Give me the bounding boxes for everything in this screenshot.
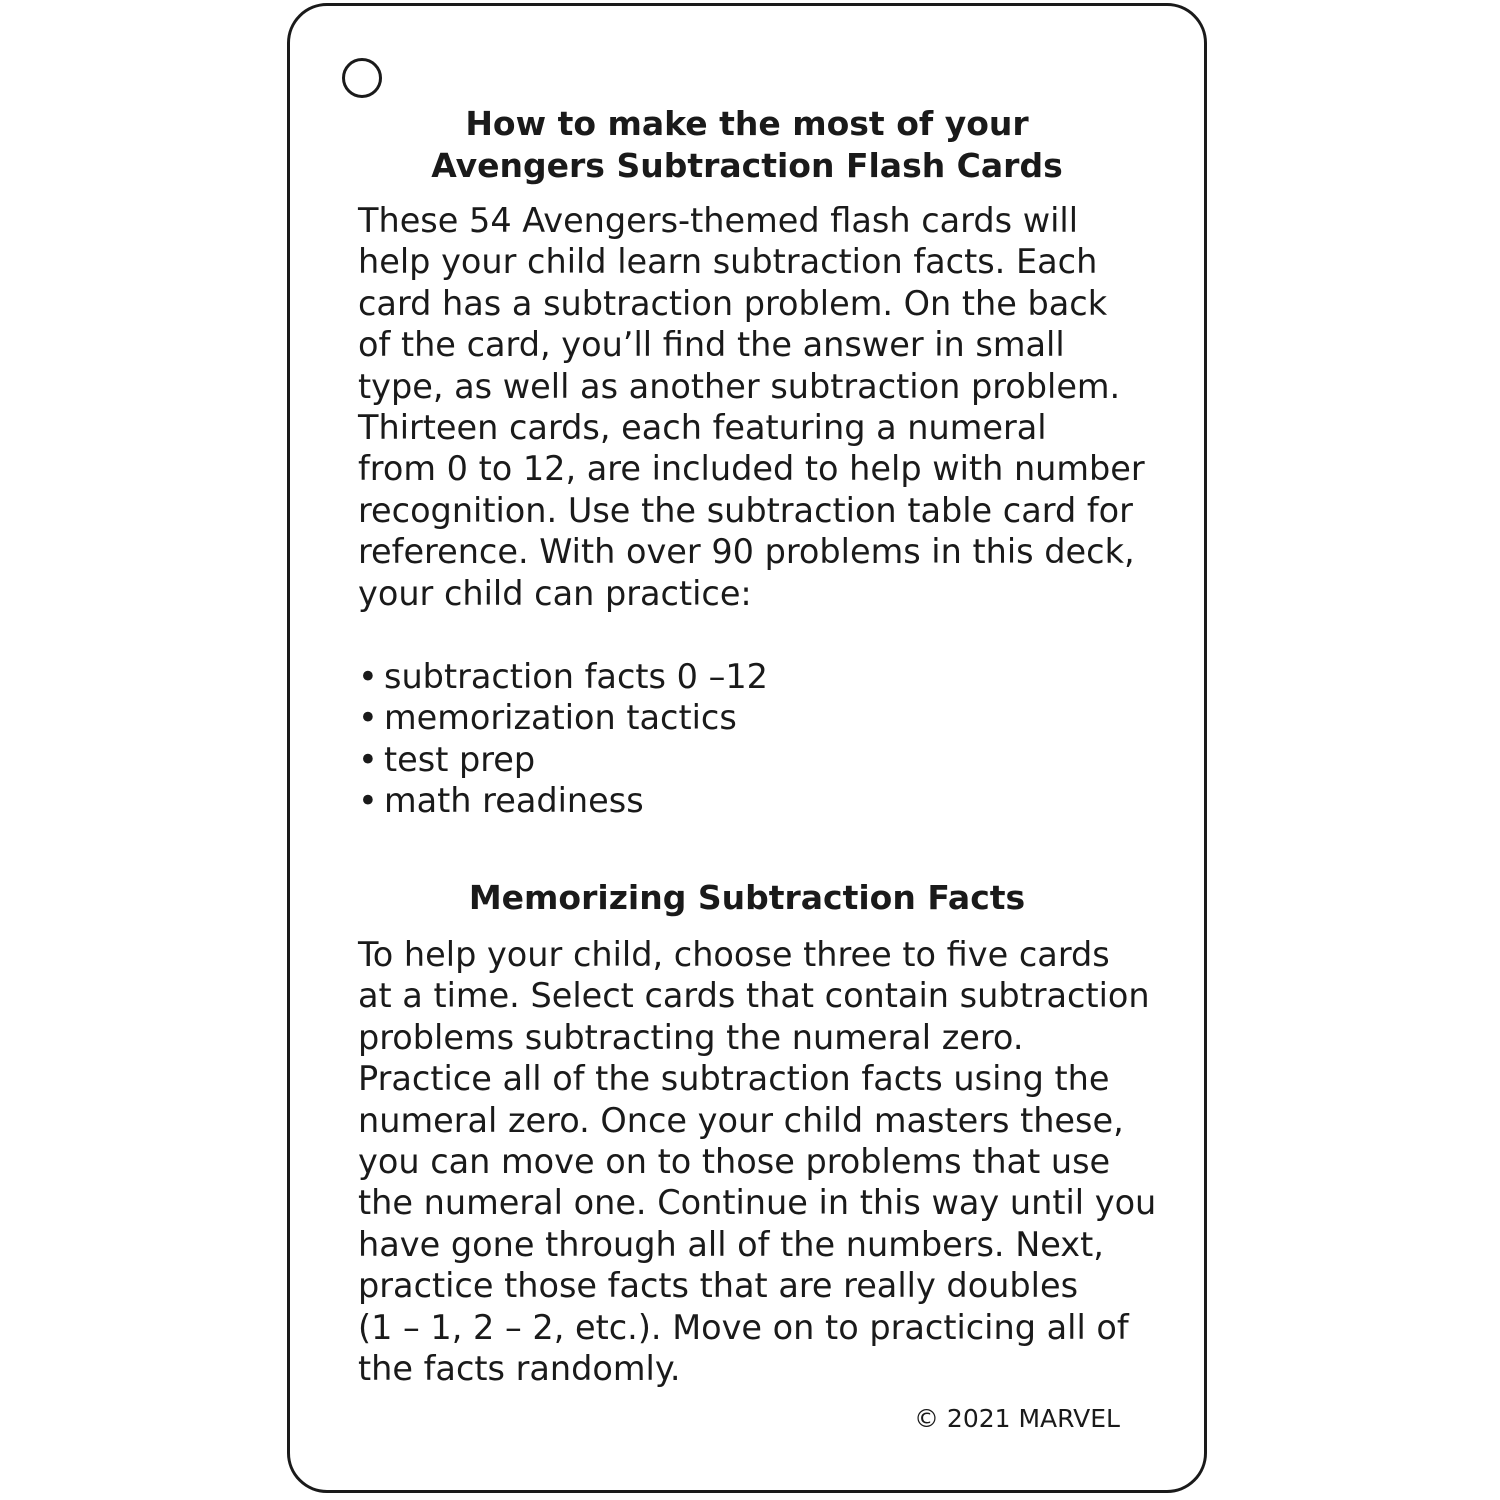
memorizing-line: (1 – 1, 2 – 2, etc.). Move on to practicing all of xyxy=(358,1307,1129,1347)
memorizing-line: the facts randomly. xyxy=(358,1349,681,1389)
list-item xyxy=(358,656,768,697)
card-heading-line-2: Avengers Subtraction Flash Cards xyxy=(431,146,1063,185)
flash-card xyxy=(287,3,1207,1493)
memorizing-line: problems subtracting the numeral zero. xyxy=(358,1017,1024,1057)
intro-line: card has a subtraction problem. On the back xyxy=(358,283,1108,323)
memorizing-line: Practice all of the subtraction facts using the xyxy=(358,1059,1110,1099)
bullet-icon: • xyxy=(358,739,378,779)
list-item xyxy=(358,739,768,780)
memorizing-line: the numeral one. Continue in this way until you xyxy=(358,1183,1157,1223)
memorizing-line: you can move on to those problems that use xyxy=(358,1142,1111,1182)
intro-line: your child can practice: xyxy=(358,573,752,613)
intro-line: These 54 Avengers-themed flash cards will xyxy=(358,201,1079,240)
list-item-label: subtraction facts 0 –12 xyxy=(384,657,768,696)
intro-line: Thirteen cards, each featuring a numeral xyxy=(358,408,1047,448)
intro-line: recognition. Use the subtraction table card for xyxy=(358,490,1133,530)
card-heading-line-1: How to make the most of your xyxy=(465,104,1029,143)
intro-line: from 0 to 12, are included to help with number xyxy=(358,449,1145,489)
card-heading xyxy=(290,103,1204,187)
copyright-notice: © 2021 MARVEL xyxy=(913,1404,1120,1433)
memorizing-line: practice those facts that are really doubles xyxy=(358,1266,1079,1306)
practice-list xyxy=(358,656,768,822)
list-item xyxy=(358,780,768,821)
punch-hole-icon xyxy=(342,58,382,98)
list-item-label: test prep xyxy=(384,739,536,779)
bullet-icon: • xyxy=(358,781,378,821)
intro-line: of the card, you’ll find the answer in small xyxy=(358,325,1065,365)
memorizing-line: at a time. Select cards that contain subtraction xyxy=(358,976,1150,1016)
bullet-icon: • xyxy=(358,657,378,696)
list-item-label: math readiness xyxy=(384,781,644,821)
intro-paragraph xyxy=(358,200,1158,614)
intro-line: help your child learn subtraction facts. Each xyxy=(358,242,1098,282)
memorizing-line: To help your child, choose three to five cards xyxy=(358,935,1110,974)
list-item-label: memorization tactics xyxy=(384,698,737,738)
intro-line: type, as well as another subtraction problem. xyxy=(358,366,1121,406)
list-item xyxy=(358,697,768,738)
section-heading-memorizing: Memorizing Subtraction Facts xyxy=(468,878,1026,917)
memorizing-line: have gone through all of the numbers. Next, xyxy=(358,1224,1104,1264)
memorizing-line: numeral zero. Once your child masters these, xyxy=(358,1100,1124,1140)
bullet-icon: • xyxy=(358,698,378,738)
memorizing-paragraph xyxy=(358,934,1158,1389)
intro-line: reference. With over 90 problems in this deck, xyxy=(358,532,1135,572)
